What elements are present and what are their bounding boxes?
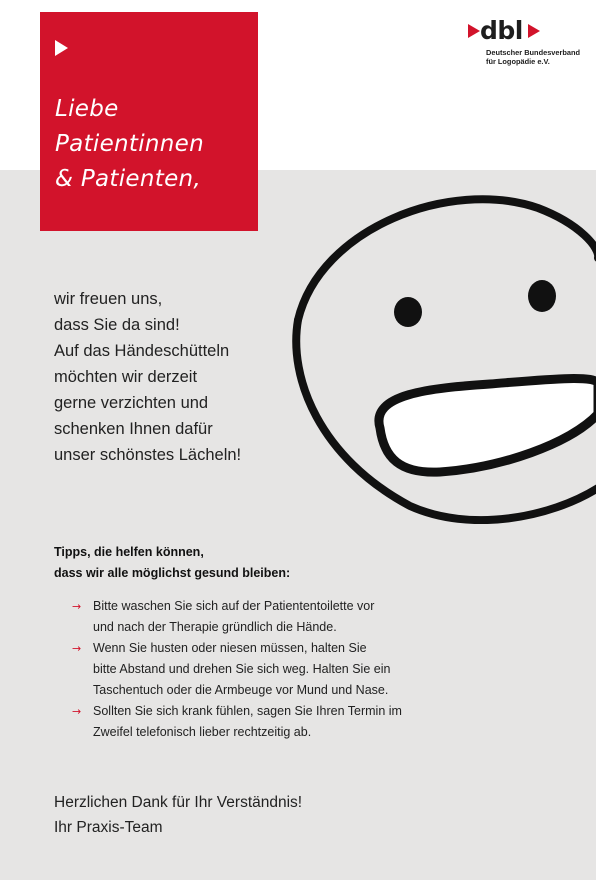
logo-text-line: Deutscher Bundesverband bbox=[486, 48, 581, 57]
intro-line: gerne verzichten und bbox=[54, 394, 209, 412]
closing-line: Herzlichen Dank für Ihr Verständnis! bbox=[54, 794, 303, 811]
tip-item bbox=[72, 701, 402, 743]
intro-line: dass Sie da sind! bbox=[54, 316, 180, 334]
headline bbox=[55, 92, 204, 197]
tip-item bbox=[72, 638, 402, 701]
logo-left-arrow-icon bbox=[468, 24, 480, 38]
tip-line: Bitte waschen Sie sich auf der Patiententoilette vor bbox=[93, 599, 375, 613]
logo-wordmark: dbl bbox=[480, 16, 523, 45]
intro-line: Auf das Händeschütteln bbox=[54, 342, 230, 360]
tip-line: Wenn Sie husten oder niesen müssen, halten Sie bbox=[93, 641, 367, 655]
headline-line: & Patienten, bbox=[55, 166, 202, 192]
logo-right-arrow-icon bbox=[528, 24, 540, 38]
intro-line: möchten wir derzeit bbox=[54, 368, 198, 386]
tip-line: bitte Abstand und drehen Sie sich weg. Halten Sie ein bbox=[93, 662, 391, 676]
closing-line: Ihr Praxis-Team bbox=[54, 819, 163, 836]
smiley-right-eye bbox=[528, 280, 556, 312]
closing-text bbox=[54, 790, 302, 840]
smiley-left-eye bbox=[394, 297, 422, 327]
play-arrow-icon bbox=[55, 40, 68, 56]
tip-line: Zweifel telefonisch lieber rechtzeitig ab. bbox=[93, 725, 312, 739]
intro-line: unser schönstes Lächeln! bbox=[54, 446, 242, 464]
intro-line: schenken Ihnen dafür bbox=[54, 420, 213, 438]
intro-line: wir freuen uns, bbox=[54, 290, 163, 308]
tip-line: Taschentuch oder die Armbeuge vor Mund und Nase. bbox=[93, 683, 389, 697]
intro-text bbox=[54, 286, 241, 468]
headline-line: Patientinnen bbox=[55, 131, 204, 157]
tip-line: Sollten Sie sich krank fühlen, sagen Sie Ihren Termin im bbox=[93, 704, 402, 718]
tips-heading-line: Tipps, die helfen können, bbox=[54, 545, 204, 559]
headline-line: Liebe bbox=[55, 96, 119, 122]
arrow-right-icon: → bbox=[72, 705, 82, 718]
tips-list bbox=[72, 596, 402, 743]
dbl-logo bbox=[468, 18, 594, 78]
tip-line: und nach der Therapie gründlich die Hände. bbox=[93, 620, 337, 634]
arrow-right-icon: → bbox=[72, 642, 82, 655]
arrow-right-icon: → bbox=[72, 600, 82, 613]
smiley-mouth bbox=[379, 379, 596, 473]
tips-heading bbox=[54, 542, 290, 584]
tips-heading-line: dass wir alle möglichst gesund bleiben: bbox=[54, 566, 291, 580]
logo-text-line: für Logopädie e.V. bbox=[486, 57, 550, 66]
smiley-face-illustration bbox=[280, 188, 596, 524]
headline-box bbox=[40, 12, 258, 231]
tip-item bbox=[72, 596, 402, 638]
